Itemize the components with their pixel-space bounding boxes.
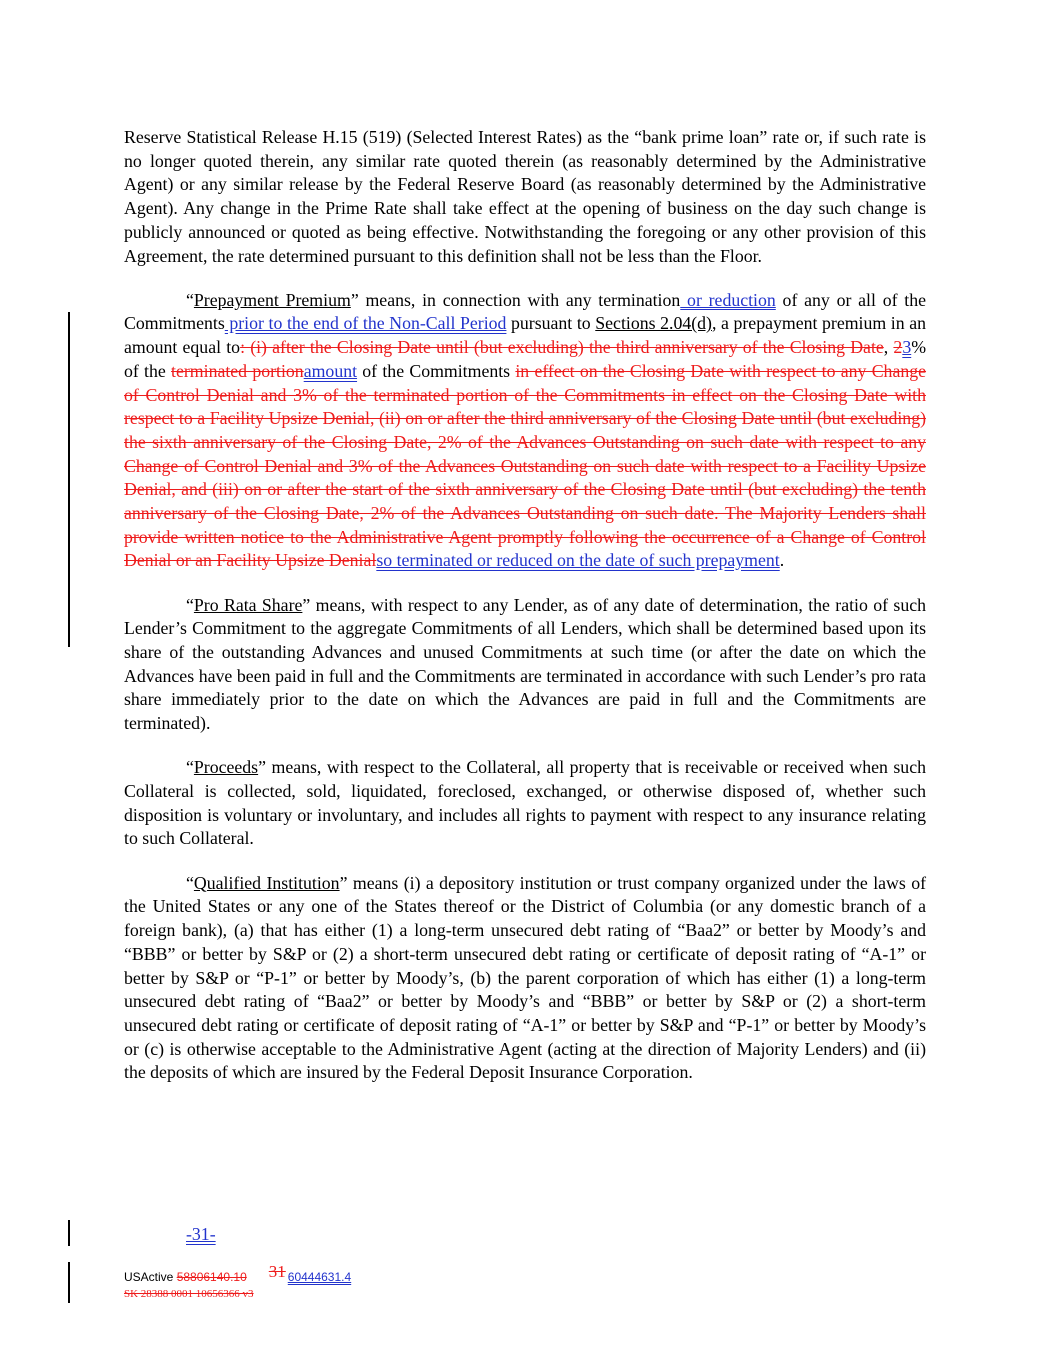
footer-new-doc-id: 60444631.4 xyxy=(287,1270,352,1284)
defined-term-prepayment-premium: Prepayment Premium xyxy=(193,289,351,310)
footer-doc-id: USActive 58806140.10 31 60444631.4 xyxy=(124,1262,352,1284)
footer-old-doc-id: 58806140.10 xyxy=(176,1270,247,1284)
defined-term-qualified-institution: Qualified Institution xyxy=(193,872,340,893)
paragraph-proceeds: “Proceeds” means, with respect to the Collateral, all property that is receivable or received when such Collateral is collected, sold, liquidated, foreclosed, exchanged, or otherwise disposed of, whether such disposition is voluntary or involuntary, and includes all rights to payment with respect to any insurance relating to such Collateral. xyxy=(124,757,926,849)
page-number: -31- xyxy=(186,1224,216,1244)
defined-term-pro-rata-share: Pro Rata Share xyxy=(193,594,303,615)
deletion: 2 xyxy=(893,337,903,358)
change-bar-footer xyxy=(68,1262,70,1303)
defined-term-proceeds: Proceeds xyxy=(193,757,259,778)
footer-old-page: 31 xyxy=(268,1262,286,1281)
deletion: : (i) after the Closing Date until (but excluding) the third anniversary of the Closing Date xyxy=(240,337,884,358)
change-bar-page-number xyxy=(68,1220,70,1246)
insertion: or reduction xyxy=(680,289,776,310)
paragraph-pro-rata-share: “Pro Rata Share” means, with respect to any Lender, as of any date of determination, the ratio of such Lender’s Commitment to the aggregate Commitments of all Lenders, which shall be determined based upon its share of the outstanding Advances and unused Commitments at such time (or after the date on which the Advances have been paid in full and the Commitments are terminated in accordance with such Lender’s pro rata share immediately prior to the date on which the Advances are paid in full and the Commitments are terminated). xyxy=(124,594,926,734)
paragraph-prime-rate: Reserve Statistical Release H.15 (519) (Selected Interest Rates) as the “bank prime loan” rate or, if such rate is no longer quoted therein, any similar rate quoted therein (as reasonably determined by the Administrative Agent) or any similar release by the Federal Reserve Board (as reasonably determined by the Administrative Agent). Any change in the Prime Rate shall take effect at the opening of business on the day such change is publicly announced or quoted as being effective. Notwithstanding the foregoing or any other provision of this Agreement, the rate determined pursuant to this definition shall not be less than the Floor. xyxy=(124,127,926,266)
paragraph-prepayment-premium: “Prepayment Premium” means, in connection with any termination or reduction of any or all of the Commitments prior to the end of the Non-Call Period pursuant to Sections 2.04(d), a prepayment premium in an amount equal to: (i) after the Closing Date until (but excluding) the third anniversary of the Closing Date, 23% of the terminated portionamount of the Commitments in effect on the Closing Date with respect to any Change of Control Denial and 3% of the terminated portion of the Commitments in effect on the Closing Date with respect to a Facility Upsize Denial, (ii) on or after the third anniversary of the Closing Date until (but excluding) the sixth anniversary of the Closing Date, 2% of the Advances Outstanding on such date with respect to any Change of Control Denial and 3% of the Advances Outstanding on such date with respect to a Facility Upsize Denial, and (iii) on or after the start of the sixth anniversary of the Closing Date until (but excluding) the tenth anniversary of the Closing Date, 2% of the Advances Outstanding on such date. The Majority Lenders shall provide written notice to the Administrative Agent promptly following the occurrence of a Change of Control Denial or an Facility Upsize Denialso terminated or reduced on the date of such prepayment. xyxy=(124,289,927,571)
paragraph-qualified-institution: “Qualified Institution” means (i) a depository institution or trust company organized under the laws of the United States or any one of the States thereof or the District of Columbia (or any domestic branch of a foreign bank), (a) that has either (1) a long-term unsecured debt rating of “Baa2” or better by Moody’s and “BBB” or better by S&P or (2) a short-term unsecured debt rating or certificate of deposit rating of “A-1” or better by S&P or “P-1” or better by Moody’s, (b) the parent corporation of which has either (1) a long-term unsecured debt rating of “Baa2” or better by Moody’s and “BBB” or better by S&P or (2) a short-term unsecured debt rating or certificate of deposit rating of “A-1” or better by S&P and “P-1” or better by Moody’s or (c) is otherwise acceptable to the Administrative Agent (acting at the direction of Majority Lenders) and (ii) the deposits of which are insured by the Federal Deposit Insurance Corporation. xyxy=(124,872,927,1083)
document-body xyxy=(124,126,926,1106)
insertion: amount xyxy=(303,360,358,381)
section-reference: Sections 2.04(d) xyxy=(595,313,712,334)
deletion: terminated portion xyxy=(171,360,304,381)
insertion: so terminated or reduced on the date of such prepayment xyxy=(376,550,780,571)
deletion: in effect on the Closing Date with respect to any Change of Control Denial and 3% of the terminated portion of the Commitments in effect on the Closing Date with respect to a Facility Upsize Denial, (ii) on or after the third anniversary of the Closing Date until (but excluding) the sixth anniversary of the Closing Date, 2% of the Advances Outstanding on such date with respect to any Change of Control Denial and 3% of the Advances Outstanding on such date with respect to a Facility Upsize Denial, and (iii) on or after the start of the sixth anniversary of the Closing Date until (but excluding) the tenth anniversary of the Closing Date, 2% of the Advances Outstanding on such date. The Majority Lenders shall provide written notice to the Administrative Agent promptly following the occurrence of a Change of Control Denial or an Facility Upsize Denial xyxy=(124,360,927,571)
footer-old-ref: SK 28388 0001 10656366 v3 xyxy=(124,1288,254,1300)
change-bar-prepayment xyxy=(68,312,70,647)
insertion: prior to the end of the Non-Call Period xyxy=(224,313,507,334)
insertion: 3 xyxy=(902,337,912,358)
